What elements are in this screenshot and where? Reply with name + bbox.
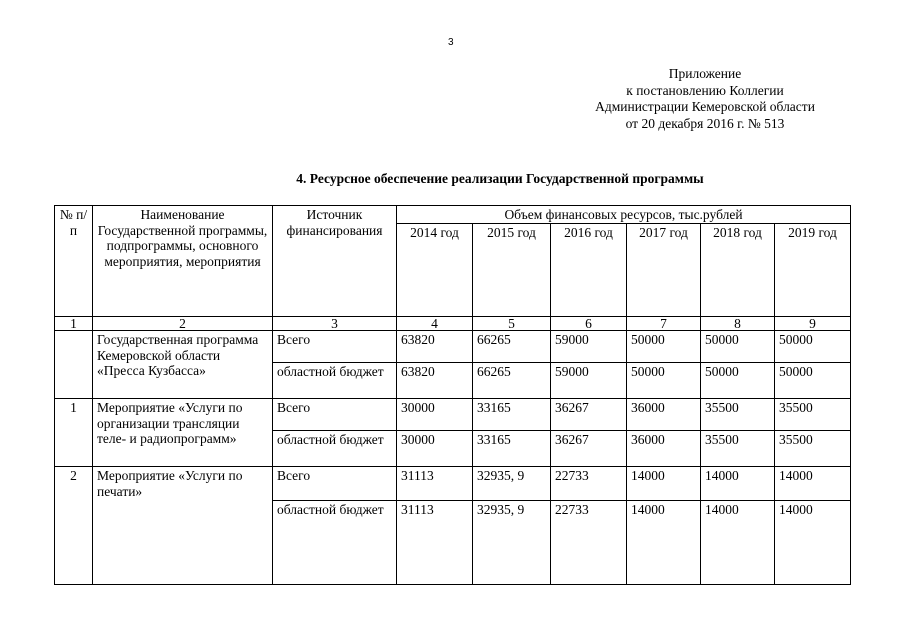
header-year: 2019 год xyxy=(775,223,851,317)
row-value: 14000 xyxy=(701,501,775,585)
row-source: Всего xyxy=(273,399,397,431)
page-number: 3 xyxy=(448,37,454,48)
row-value: 50000 xyxy=(775,331,851,363)
column-index: 5 xyxy=(473,317,551,331)
row-value: 66265 xyxy=(473,363,551,399)
appendix-header xyxy=(560,66,850,132)
row-value: 50000 xyxy=(775,363,851,399)
row-name: Государственная программа Кемеровской области «Пресса Кузбасса» xyxy=(93,331,273,399)
row-value: 36000 xyxy=(627,399,701,431)
appendix-line: к постановлению Коллегии xyxy=(626,82,784,98)
header-volume: Объем финансовых ресурсов, тыс.рублей xyxy=(397,206,851,224)
row-value: 35500 xyxy=(701,399,775,431)
column-index: 4 xyxy=(397,317,473,331)
appendix-line: Администрации Кемеровской области xyxy=(595,99,815,114)
table-row xyxy=(55,399,851,431)
row-value: 31113 xyxy=(397,501,473,585)
row-value: 22733 xyxy=(551,501,627,585)
row-value: 30000 xyxy=(397,399,473,431)
row-value: 36000 xyxy=(627,431,701,467)
header-year: 2014 год xyxy=(397,223,473,317)
row-value: 50000 xyxy=(701,363,775,399)
row-value: 36267 xyxy=(551,431,627,467)
row-value: 66265 xyxy=(473,331,551,363)
row-value: 30000 xyxy=(397,431,473,467)
row-value: 32935, 9 xyxy=(473,501,551,585)
row-name: Мероприятие «Услуги по организации трансляции теле- и радиопрограмм» xyxy=(93,399,273,467)
header-year: 2017 год xyxy=(627,223,701,317)
row-value: 35500 xyxy=(701,431,775,467)
row-source: Всего xyxy=(273,467,397,501)
row-value: 36267 xyxy=(551,399,627,431)
row-num xyxy=(55,331,93,399)
row-value: 33165 xyxy=(473,431,551,467)
row-num: 1 xyxy=(55,399,93,467)
header-source: Источник финансирования xyxy=(273,206,397,317)
row-value: 14000 xyxy=(775,501,851,585)
row-value: 22733 xyxy=(551,467,627,501)
row-value: 35500 xyxy=(775,399,851,431)
row-value: 14000 xyxy=(701,467,775,501)
row-value: 50000 xyxy=(627,363,701,399)
column-index: 1 xyxy=(55,317,93,331)
table-header-row xyxy=(55,206,851,224)
row-value: 35500 xyxy=(775,431,851,467)
row-num: 2 xyxy=(55,467,93,585)
header-year: 2015 год xyxy=(473,223,551,317)
header-name: Наименование Государственной программы, подпрограммы, основного мероприятия, мероприятия xyxy=(93,206,273,317)
row-name: Мероприятие «Услуги по печати» xyxy=(93,467,273,585)
column-index-row xyxy=(55,317,851,331)
row-source: областной бюджет xyxy=(273,363,397,399)
table-row xyxy=(55,467,851,501)
row-value: 33165 xyxy=(473,399,551,431)
column-index: 3 xyxy=(273,317,397,331)
row-value: 31113 xyxy=(397,467,473,501)
appendix-line: от 20 декабря 2016 г. № 513 xyxy=(625,115,785,131)
header-year: 2016 год xyxy=(551,223,627,317)
appendix-line: Приложение xyxy=(668,66,742,81)
row-value: 14000 xyxy=(627,467,701,501)
row-value: 32935, 9 xyxy=(473,467,551,501)
column-index: 2 xyxy=(93,317,273,331)
row-value: 14000 xyxy=(627,501,701,585)
row-source: областной бюджет xyxy=(273,501,397,585)
resource-table xyxy=(54,205,851,585)
row-value: 59000 xyxy=(551,363,627,399)
row-source: областной бюджет xyxy=(273,431,397,467)
row-value: 14000 xyxy=(775,467,851,501)
row-value: 50000 xyxy=(627,331,701,363)
row-value: 50000 xyxy=(701,331,775,363)
row-value: 63820 xyxy=(397,331,473,363)
column-index: 8 xyxy=(701,317,775,331)
row-value: 63820 xyxy=(397,363,473,399)
row-source: Всего xyxy=(273,331,397,363)
column-index: 6 xyxy=(551,317,627,331)
header-year: 2018 год xyxy=(701,223,775,317)
row-value: 59000 xyxy=(551,331,627,363)
column-index: 9 xyxy=(775,317,851,331)
column-index: 7 xyxy=(627,317,701,331)
section-title: 4. Ресурсное обеспечение реализации Государственной программы xyxy=(296,171,704,186)
header-num: № п/п xyxy=(55,206,93,317)
table-row xyxy=(55,331,851,363)
